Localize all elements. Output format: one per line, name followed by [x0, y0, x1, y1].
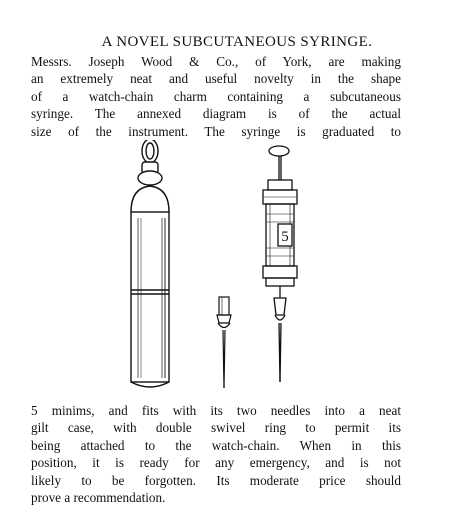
barrel-numeral: 5 [281, 229, 289, 245]
text-line: size of the instrument. The syringe is graduated to [31, 123, 401, 139]
text-line: syringe. The annexed diagram is of the actual [31, 106, 401, 122]
text-line: prove a recommendation. [31, 490, 166, 506]
text-line: position, it is ready for any emergency, and is not [31, 455, 401, 471]
text-line: Messrs. Joseph Wood & Co., of York, are making [31, 54, 401, 69]
text-line: 5 minims, and fits with its two needles into a neat [31, 403, 401, 418]
text-line: gilt case, with double swivel ring to permit its [31, 420, 401, 436]
needle-illustration [217, 297, 231, 388]
syringe-illustration [263, 146, 297, 382]
syringe-diagram [100, 140, 360, 395]
paragraph-details [31, 402, 401, 506]
case-illustration [131, 140, 169, 387]
text-line: being attached to the watch-chain. When in this [31, 437, 401, 453]
text-line: of a watch-chain charm containing a subcutaneous [31, 88, 401, 104]
paragraph-intro [31, 53, 401, 140]
text-line: an extremely neat and useful novelty in the shape [31, 71, 401, 87]
text-line: likely to be forgotten. Its moderate price should [31, 472, 401, 488]
article-title: A NOVEL SUBCUTANEOUS SYRINGE. [101, 34, 373, 50]
